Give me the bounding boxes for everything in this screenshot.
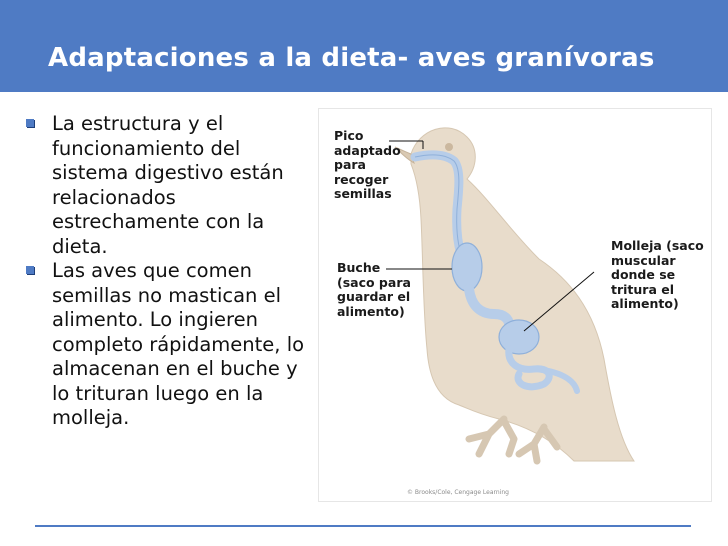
gizzard-molleja <box>499 320 539 354</box>
title-banner <box>0 0 728 92</box>
label-pico: Pico adaptado para recoger semillas <box>334 128 401 201</box>
bullet-item <box>22 259 312 431</box>
bullet-text: La estructura y el funcionamiento del sistema digestivo están relacionados estrechamente con la dieta. <box>52 112 284 258</box>
bullet-text: Las aves que comen semillas no mastican el alimento. Lo ingieren completo rápidamente, lo almacenan en el buche y lo trituran luego en la molleja. <box>52 259 305 429</box>
square-bullet-icon <box>26 266 34 274</box>
slide-title: Adaptaciones a la dieta- aves granívoras <box>48 43 655 73</box>
bullet-item <box>22 112 312 259</box>
pigeon-digestive-diagram <box>318 108 712 502</box>
bottom-divider <box>35 525 691 527</box>
figure-credit: © Brooks/Cole, Cengage Learning <box>407 489 509 496</box>
bullet-list <box>22 112 312 431</box>
pigeon-eye <box>445 143 453 151</box>
crop-buche <box>452 243 482 291</box>
label-molleja: Molleja (saco muscular donde se tritura el alimento) <box>611 238 704 311</box>
pigeon-legs <box>469 419 557 461</box>
square-bullet-icon <box>26 119 34 127</box>
pigeon-body <box>411 128 634 461</box>
label-buche: Buche (saco para guardar el alimento) <box>337 260 411 319</box>
